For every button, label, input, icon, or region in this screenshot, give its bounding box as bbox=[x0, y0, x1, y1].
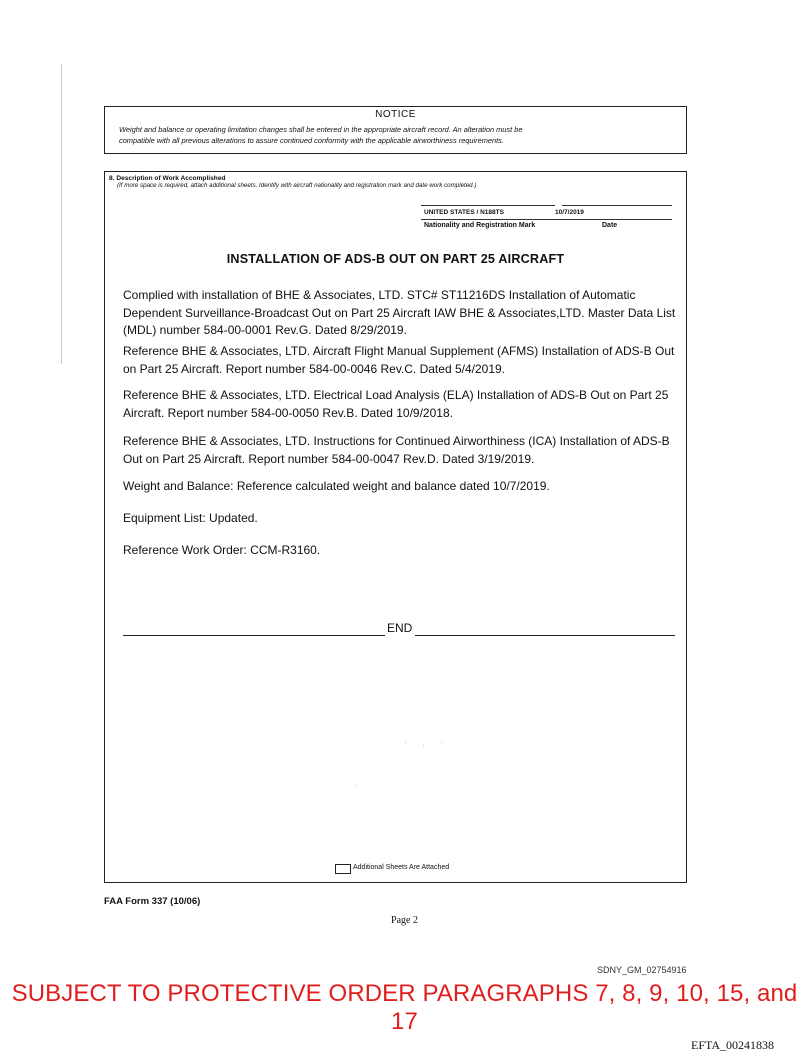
scan-speck bbox=[405, 742, 406, 743]
efta-number: EFTA_00241838 bbox=[691, 1038, 775, 1052]
end-line bbox=[123, 621, 675, 637]
bates-number: SDNY_GM_02754916 bbox=[597, 965, 687, 975]
form-identifier: FAA Form 337 (10/06) bbox=[104, 896, 201, 907]
description-of-work-box bbox=[104, 171, 687, 883]
notice-text-line-1: Weight and balance or operating limitation changes shall be entered in the appropriate aircraft record. An alteration must be bbox=[119, 125, 523, 134]
date-value: 10/7/2019 bbox=[555, 209, 584, 216]
paragraph-equipment-list: Equipment List: Updated. bbox=[123, 511, 258, 525]
additional-sheets-checkbox[interactable] bbox=[335, 864, 351, 874]
end-marker: END bbox=[387, 621, 413, 635]
end-rule-right bbox=[415, 635, 675, 636]
top-rule-nationality bbox=[421, 205, 555, 206]
top-rule-date bbox=[562, 205, 672, 206]
notice-text-line-2: compatible with all previous alterations to assure continued conformity with the applicable airworthiness requirements. bbox=[119, 136, 504, 145]
notice-title: NOTICE bbox=[375, 109, 416, 120]
description-label: 8. Description of Work Accomplished bbox=[109, 175, 226, 182]
description-hint: (If more space is required, attach additional sheets. Identify with aircraft nationality and registration mark and date work completed.) bbox=[117, 182, 477, 189]
paragraph-weight-balance: Weight and Balance: Reference calculated weight and balance dated 10/7/2019. bbox=[123, 479, 550, 493]
work-heading: INSTALLATION OF ADS-B OUT ON PART 25 AIRCRAFT bbox=[226, 252, 565, 266]
scan-speck bbox=[441, 742, 442, 743]
notice-box bbox=[104, 106, 687, 154]
nationality-rule bbox=[421, 219, 555, 220]
end-rule-left bbox=[123, 635, 385, 636]
nationality-registration-caption: Nationality and Registration Mark bbox=[424, 222, 536, 229]
scan-speck bbox=[423, 745, 424, 746]
notice-text bbox=[105, 120, 686, 146]
paragraph-ica: Reference BHE & Associates, LTD. Instructions for Continued Airworthiness (ICA) Installation of ADS-B Out on Part 25 Aircraft. Report number 584-00-0047 Rev.D. Dated 3/19/2019. bbox=[123, 434, 670, 466]
scan-speck bbox=[355, 785, 356, 786]
paragraph-work-order: Reference Work Order: CCM-R3160. bbox=[123, 543, 321, 557]
date-caption: Date bbox=[602, 222, 618, 229]
paragraph-stc-installation: Complied with installation of BHE & Associates, LTD. STC# ST11216DS Installation of Automatic Dependent Surveillance-Broadcast Out on Part 25 Aircraft IAW BHE & Associates,LTD. Master Data List (MDL) number 584-00-0001 Rev.G. Dated 8/29/2019. bbox=[123, 288, 676, 337]
page-number: Page 2 bbox=[391, 915, 418, 926]
scan-edge-line bbox=[61, 64, 62, 364]
nationality-registration-value: UNITED STATES / N188TS bbox=[424, 209, 504, 216]
additional-sheets-label: Additional Sheets Are Attached bbox=[353, 864, 450, 871]
protective-order-banner: SUBJECT TO PROTECTIVE ORDER PARAGRAPHS 7, 8, 9, 10, 15, and 17 bbox=[11, 980, 798, 1035]
paragraph-afms: Reference BHE & Associates, LTD. Aircraft Flight Manual Supplement (AFMS) Installation of ADS-B Out on Part 25 Aircraft. Report number 584-00-0046 Rev.C. Dated 5/4/2019. bbox=[123, 344, 675, 376]
paragraph-ela: Reference BHE & Associates, LTD. Electrical Load Analysis (ELA) Installation of ADS-B Out on Part 25 Aircraft. Report number 584-00-0050 Rev.B. Dated 10/9/2018. bbox=[123, 388, 669, 420]
date-rule bbox=[551, 219, 672, 220]
